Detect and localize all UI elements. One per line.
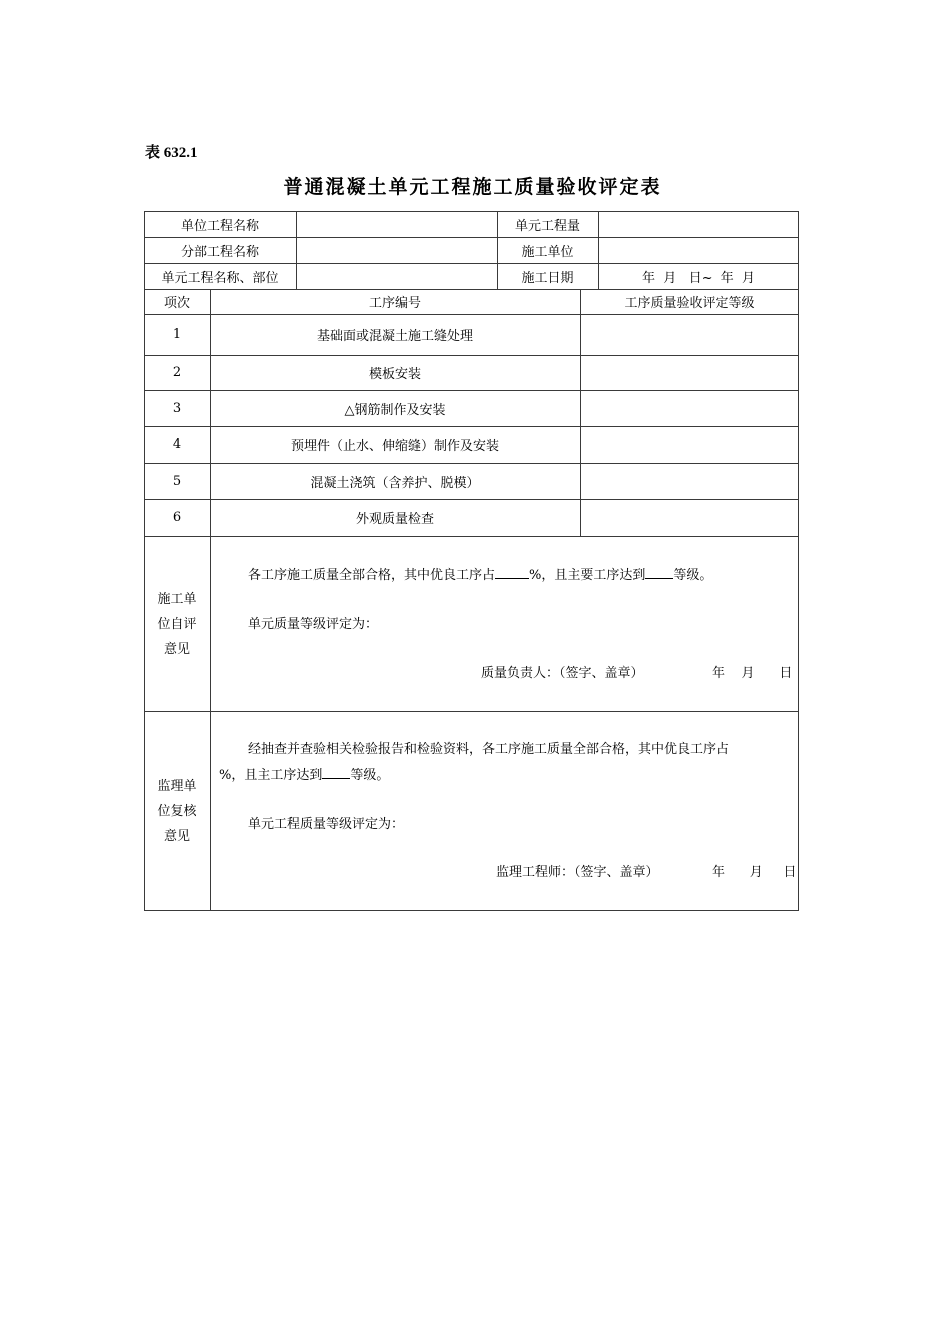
subproject-name-label: 分部工程名称 (180, 244, 259, 260)
label-line: 位自评 (157, 617, 197, 632)
page-title: 普通混凝土单元工程施工质量验收评定表 (283, 176, 662, 198)
column-header-process: 工序编号 (368, 296, 421, 311)
construction-date-value[interactable]: 年 月 日~ 年 月 (641, 270, 756, 286)
summary-text: %，且主要工序达到 (529, 568, 646, 583)
contractor-label: 施工单位 (521, 244, 574, 260)
table-row-no: 1 (172, 327, 182, 342)
table-row-process: 模板安装 (368, 367, 421, 382)
table-row-process: 预埋件（止水、伸缩缝）制作及安装 (290, 439, 499, 454)
element-quantity-value[interactable] (598, 211, 799, 237)
element-name-location-value[interactable] (296, 263, 497, 289)
table-row-process: 混凝土浇筑（含养护、脱模） (310, 475, 480, 491)
column-header-grade: 工序质量验收评定等级 (624, 296, 755, 311)
contractor-summary-line (248, 564, 712, 586)
element-name-location-label: 单元工程名称、部位 (161, 270, 279, 286)
summary-text: 各工序施工质量全部合格，其中优良工序占 (248, 568, 496, 583)
table-row-grade[interactable] (580, 499, 799, 536)
unit-project-name-label: 单位工程名称 (180, 218, 259, 234)
table-row-no: 5 (172, 473, 182, 489)
contractor-grade-line: 单元质量等级评定为： (248, 617, 379, 632)
supervisor-sign-date: 年 月 日 (712, 865, 797, 880)
supervisor-grade-line: 单元工程质量等级评定为： (248, 817, 405, 832)
quality-manager-signature: 质量负责人：（签字、盖章） (481, 666, 644, 681)
contractor-value[interactable] (598, 237, 799, 263)
table-row-grade[interactable] (580, 463, 799, 499)
table-row-grade[interactable] (580, 426, 799, 463)
evaluation-table (144, 211, 799, 911)
supervisor-summary-line: 经抽查并查验相关检验报告和检验资料，各工序施工质量全部合格，其中优良工序占 (248, 742, 730, 757)
table-row-grade[interactable] (580, 355, 799, 390)
table-number: 表 632.1 (145, 145, 198, 161)
main-process-grade-blank[interactable] (322, 764, 350, 779)
label-line: 监理单 (157, 779, 197, 794)
supervisor-summary-line-2 (219, 764, 389, 786)
table-row-process: △钢筋制作及安装 (344, 402, 446, 418)
label-line: 施工单 (157, 592, 197, 607)
table-row-process: 外观质量检查 (355, 512, 434, 527)
column-header-no: 项次 (163, 296, 190, 311)
table-row-grade[interactable] (580, 314, 799, 355)
table-row-no: 3 (172, 400, 182, 416)
table-row-no: 6 (172, 510, 182, 525)
subproject-name-value[interactable] (296, 237, 497, 263)
main-process-grade-blank[interactable] (645, 564, 673, 579)
table-row-no: 4 (172, 437, 182, 452)
label-line: 意见 (163, 829, 190, 844)
supervising-engineer-signature: 监理工程师：（签字、盖章） (496, 865, 659, 880)
summary-text: 等级。 (350, 768, 390, 783)
summary-text: 等级。 (673, 568, 713, 583)
table-row-grade[interactable] (580, 390, 799, 426)
construction-date-label: 施工日期 (521, 270, 574, 286)
unit-project-name-value[interactable] (296, 211, 497, 237)
label-line: 意见 (163, 642, 190, 657)
excellent-rate-blank[interactable] (495, 564, 529, 579)
summary-text: %，且主工序达到 (219, 768, 323, 783)
contractor-opinion-label (144, 587, 210, 662)
table-row-process: 基础面或混凝土施工缝处理 (316, 329, 473, 344)
element-quantity-label: 单元工程量 (514, 218, 580, 234)
table-row-no: 2 (172, 365, 182, 380)
label-line: 位复核 (157, 804, 197, 819)
supervisor-opinion-label (144, 774, 210, 849)
contractor-sign-date: 年 月 日 (712, 666, 793, 681)
